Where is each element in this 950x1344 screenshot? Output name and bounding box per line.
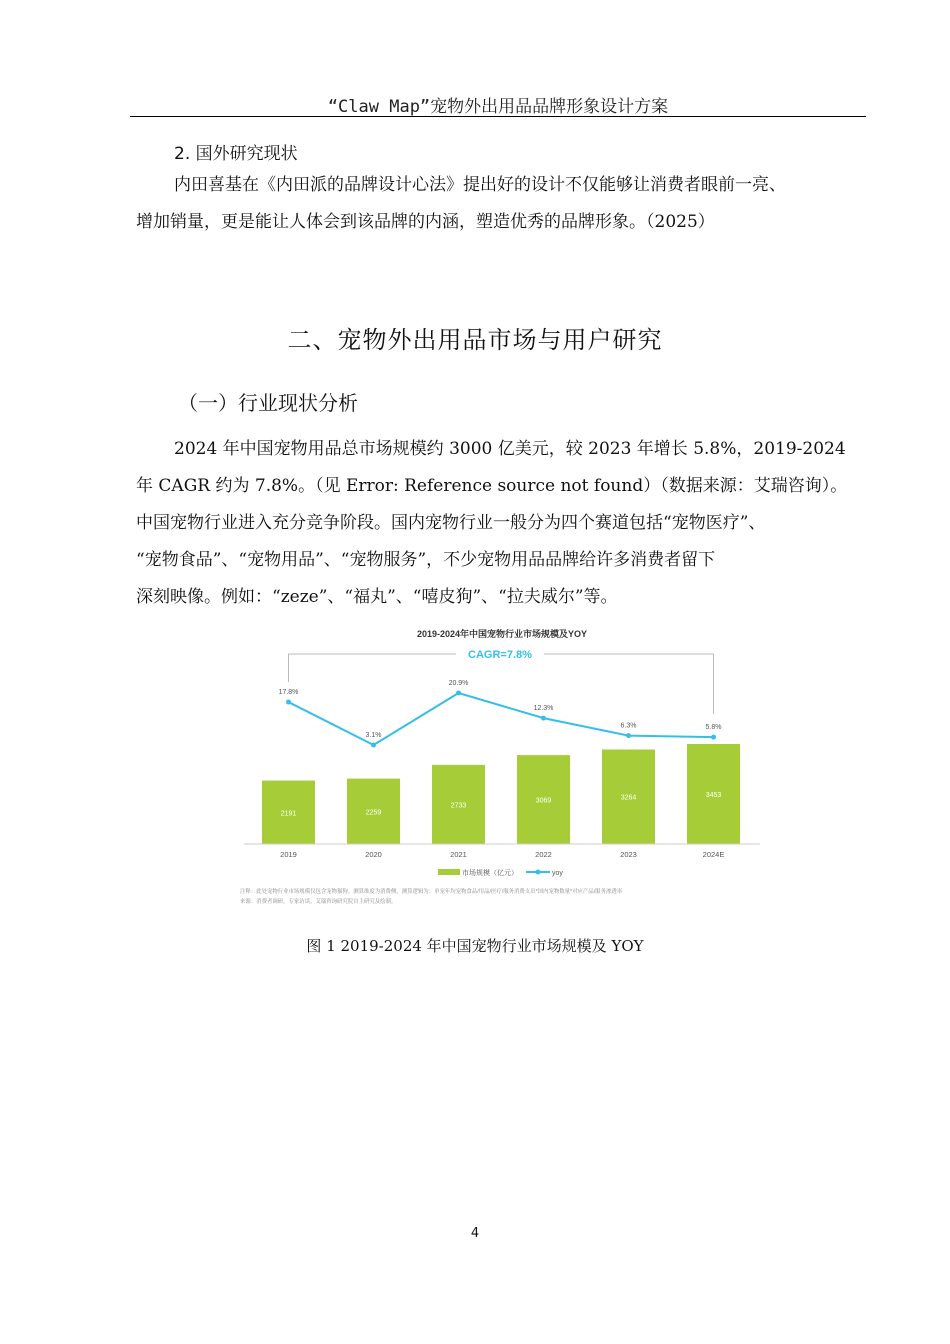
bar-value-label: 2259 — [365, 809, 382, 817]
running-header: “Claw Map”宠物外出用品品牌形象设计方案 — [327, 97, 669, 117]
industry-paragraph — [136, 431, 874, 616]
section-title: 二、宠物外出用品市场与用户研究 — [287, 326, 663, 354]
x-tick-label: 2021 — [450, 850, 467, 859]
chart-source: 来源：消费者调研，专家访谈，艾瑞咨询研究院自主研究及绘制。 — [240, 899, 397, 905]
chart-title: 2019-2024年中国宠物行业市场规模及YOY — [416, 629, 588, 639]
yoy-line — [289, 693, 714, 745]
yoy-value-label: 17.8% — [278, 689, 299, 697]
yoy-point — [626, 733, 631, 738]
legend-bar-label: 市场规模（亿元） — [462, 870, 518, 877]
x-tick-label: 2023 — [620, 850, 637, 859]
x-tick-label: 2022 — [535, 850, 552, 859]
legend-line-marker — [536, 870, 541, 875]
paragraph-line: 内田喜基在《内田派的品牌设计心法》提出好的设计不仅能够让消费者眼前一亮、 — [174, 175, 786, 195]
x-tick-label: 2024E — [702, 850, 725, 859]
bar-value-label: 2733 — [450, 802, 467, 810]
legend-bar-swatch — [438, 869, 460, 875]
x-tick-label: 2020 — [365, 850, 382, 859]
paragraph-line: 年 CAGR 约为 7.8%。（见 Error: Reference source not found）（数据来源：艾瑞咨询）。 — [136, 476, 848, 496]
chart-note: 注释：此处宠物行业市场规模仅包含宠物猫狗。测算维度为消费侧，测算逻辑为：单宠年均宠物食品/用品/医疗/服务消费支出*国内宠物数量*对应产品/服务渗透率 — [240, 889, 623, 895]
paragraph-line: 增加销量，更是能让人体会到该品牌的内涵，塑造优秀的品牌形象。（2025） — [136, 212, 715, 232]
yoy-value-label: 12.3% — [533, 705, 554, 713]
x-tick-label: 2019 — [280, 850, 297, 859]
bar-value-label: 3069 — [535, 797, 552, 805]
legend-line-label: yoy — [552, 870, 563, 877]
yoy-point — [541, 716, 546, 721]
foreign-research-paragraph — [136, 167, 874, 241]
bar-value-label: 3453 — [705, 792, 722, 799]
cagr-label: CAGR=7.8% — [468, 649, 532, 661]
yoy-point — [286, 700, 291, 705]
yoy-value-label: 3.1% — [365, 732, 382, 739]
yoy-point — [456, 691, 461, 696]
yoy-point — [371, 743, 376, 748]
page-number: 4 — [470, 1226, 480, 1241]
foreign-research-heading: 2. 国外研究现状 — [174, 144, 298, 164]
yoy-value-label: 6.3% — [620, 722, 637, 730]
paragraph-line: 中国宠物行业进入充分竞争阶段。国内宠物行业一般分为四个赛道包括“宠物医疗”、 — [136, 513, 766, 533]
market-chart-svg — [232, 622, 772, 922]
yoy-value-label: 5.8% — [705, 724, 722, 732]
yoy-point — [711, 735, 716, 740]
chart-legend — [438, 868, 563, 877]
bar-value-label: 3264 — [620, 794, 637, 802]
market-chart — [232, 622, 772, 922]
paragraph-line: 深刻映像。例如：“zeze”、“福丸”、“嘻皮狗”、“拉夫威尔”等。 — [136, 587, 618, 607]
header-rule — [130, 116, 866, 117]
paragraph-line: 2024 年中国宠物用品总市场规模约 3000 亿美元，较 2023 年增长 5.8%，2019-2024 — [174, 439, 846, 459]
yoy-value-label: 20.9% — [448, 680, 469, 687]
figure-caption: 图 1 2019-2024 年中国宠物行业市场规模及 YOY — [306, 937, 644, 955]
subsection-title: （一）行业现状分析 — [178, 391, 358, 415]
paragraph-line: “宠物食品”、“宠物用品”、“宠物服务”，不少宠物用品品牌给许多消费者留下 — [136, 550, 716, 570]
bar-value-label: 2191 — [280, 810, 297, 818]
